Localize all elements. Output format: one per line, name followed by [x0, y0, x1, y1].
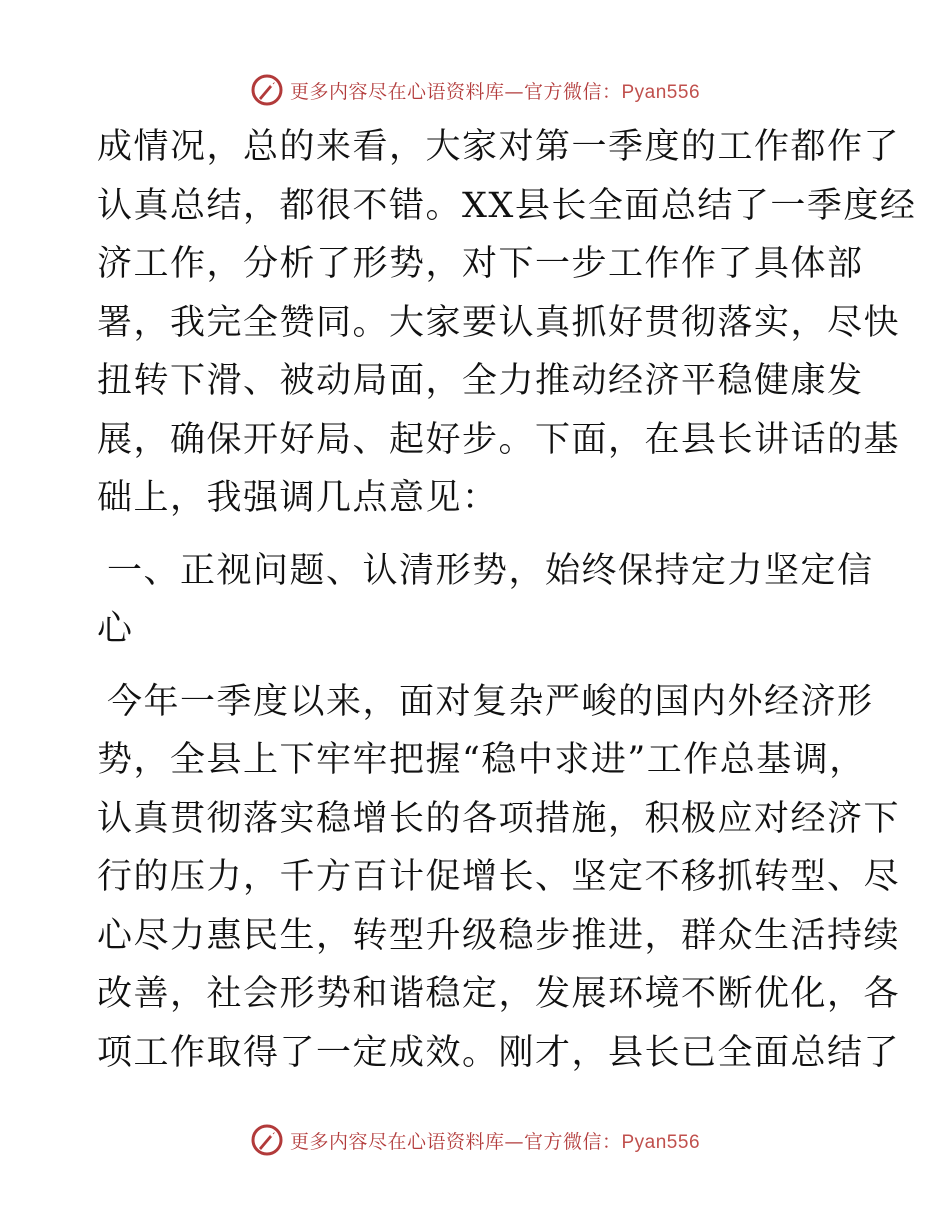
- section-heading: [97, 542, 874, 659]
- text-line: 改善，社会形势和谐稳定，发展环境不断优化，各: [97, 974, 901, 1014]
- text-line: 扭转下滑、被动局面，全力推动经济平稳健康发: [97, 361, 864, 401]
- paragraph-body: [97, 673, 901, 1083]
- watermark-contact: Pyan556: [621, 81, 701, 103]
- pen-nib-logo-icon: [250, 1123, 284, 1157]
- text-line: 心尽力惠民生，转型升级稳步推进，群众生活持续: [97, 915, 901, 956]
- text-line: 础上，我强调几点意见：: [97, 478, 499, 518]
- text-line: 署，我完全赞同。大家要认真抓好贯彻落实，尽快: [97, 302, 901, 343]
- text-line: 行的压力，千方百计促增长、坚定不移抓转型、尽: [97, 857, 901, 897]
- watermark-footer: [0, 1120, 950, 1160]
- text-line: 展，确保开好局、起好步。下面，在县长讲话的基: [97, 419, 901, 460]
- watermark-text: 更多内容尽在心语资料库—官方微信：Pyan556: [289, 80, 701, 103]
- text-line: 认真总结，都很不错。XX县长全面总结了一季度经: [97, 185, 917, 226]
- text-line: 今年一季度以来，面对复杂严峻的国内外经济形: [107, 681, 874, 722]
- text-line: 认真贯彻落实稳增长的各项措施，积极应对经济下: [97, 798, 901, 839]
- heading-line: 一、正视问题、认清形势，始终保持定力坚定信: [107, 550, 874, 591]
- text-line: 济工作，分析了形势，对下一步工作作了具体部: [97, 244, 864, 284]
- paragraph-intro: [97, 118, 917, 528]
- heading-line: 心: [97, 609, 134, 649]
- document-body: [97, 118, 917, 1082]
- watermark-contact: Pyan556: [621, 1131, 701, 1153]
- watermark-text: 更多内容尽在心语资料库—官方微信：Pyan556: [289, 1130, 701, 1153]
- watermark-header: [0, 70, 950, 110]
- text-line: 项工作取得了一定成效。刚才，县长已全面总结了: [97, 1032, 901, 1073]
- pen-nib-logo-icon: [250, 73, 284, 107]
- text-line: 势，全县上下牢牢把握“稳中求进”工作总基调，: [97, 740, 866, 780]
- text-line: 成情况，总的来看，大家对第一季度的工作都作了: [97, 127, 901, 167]
